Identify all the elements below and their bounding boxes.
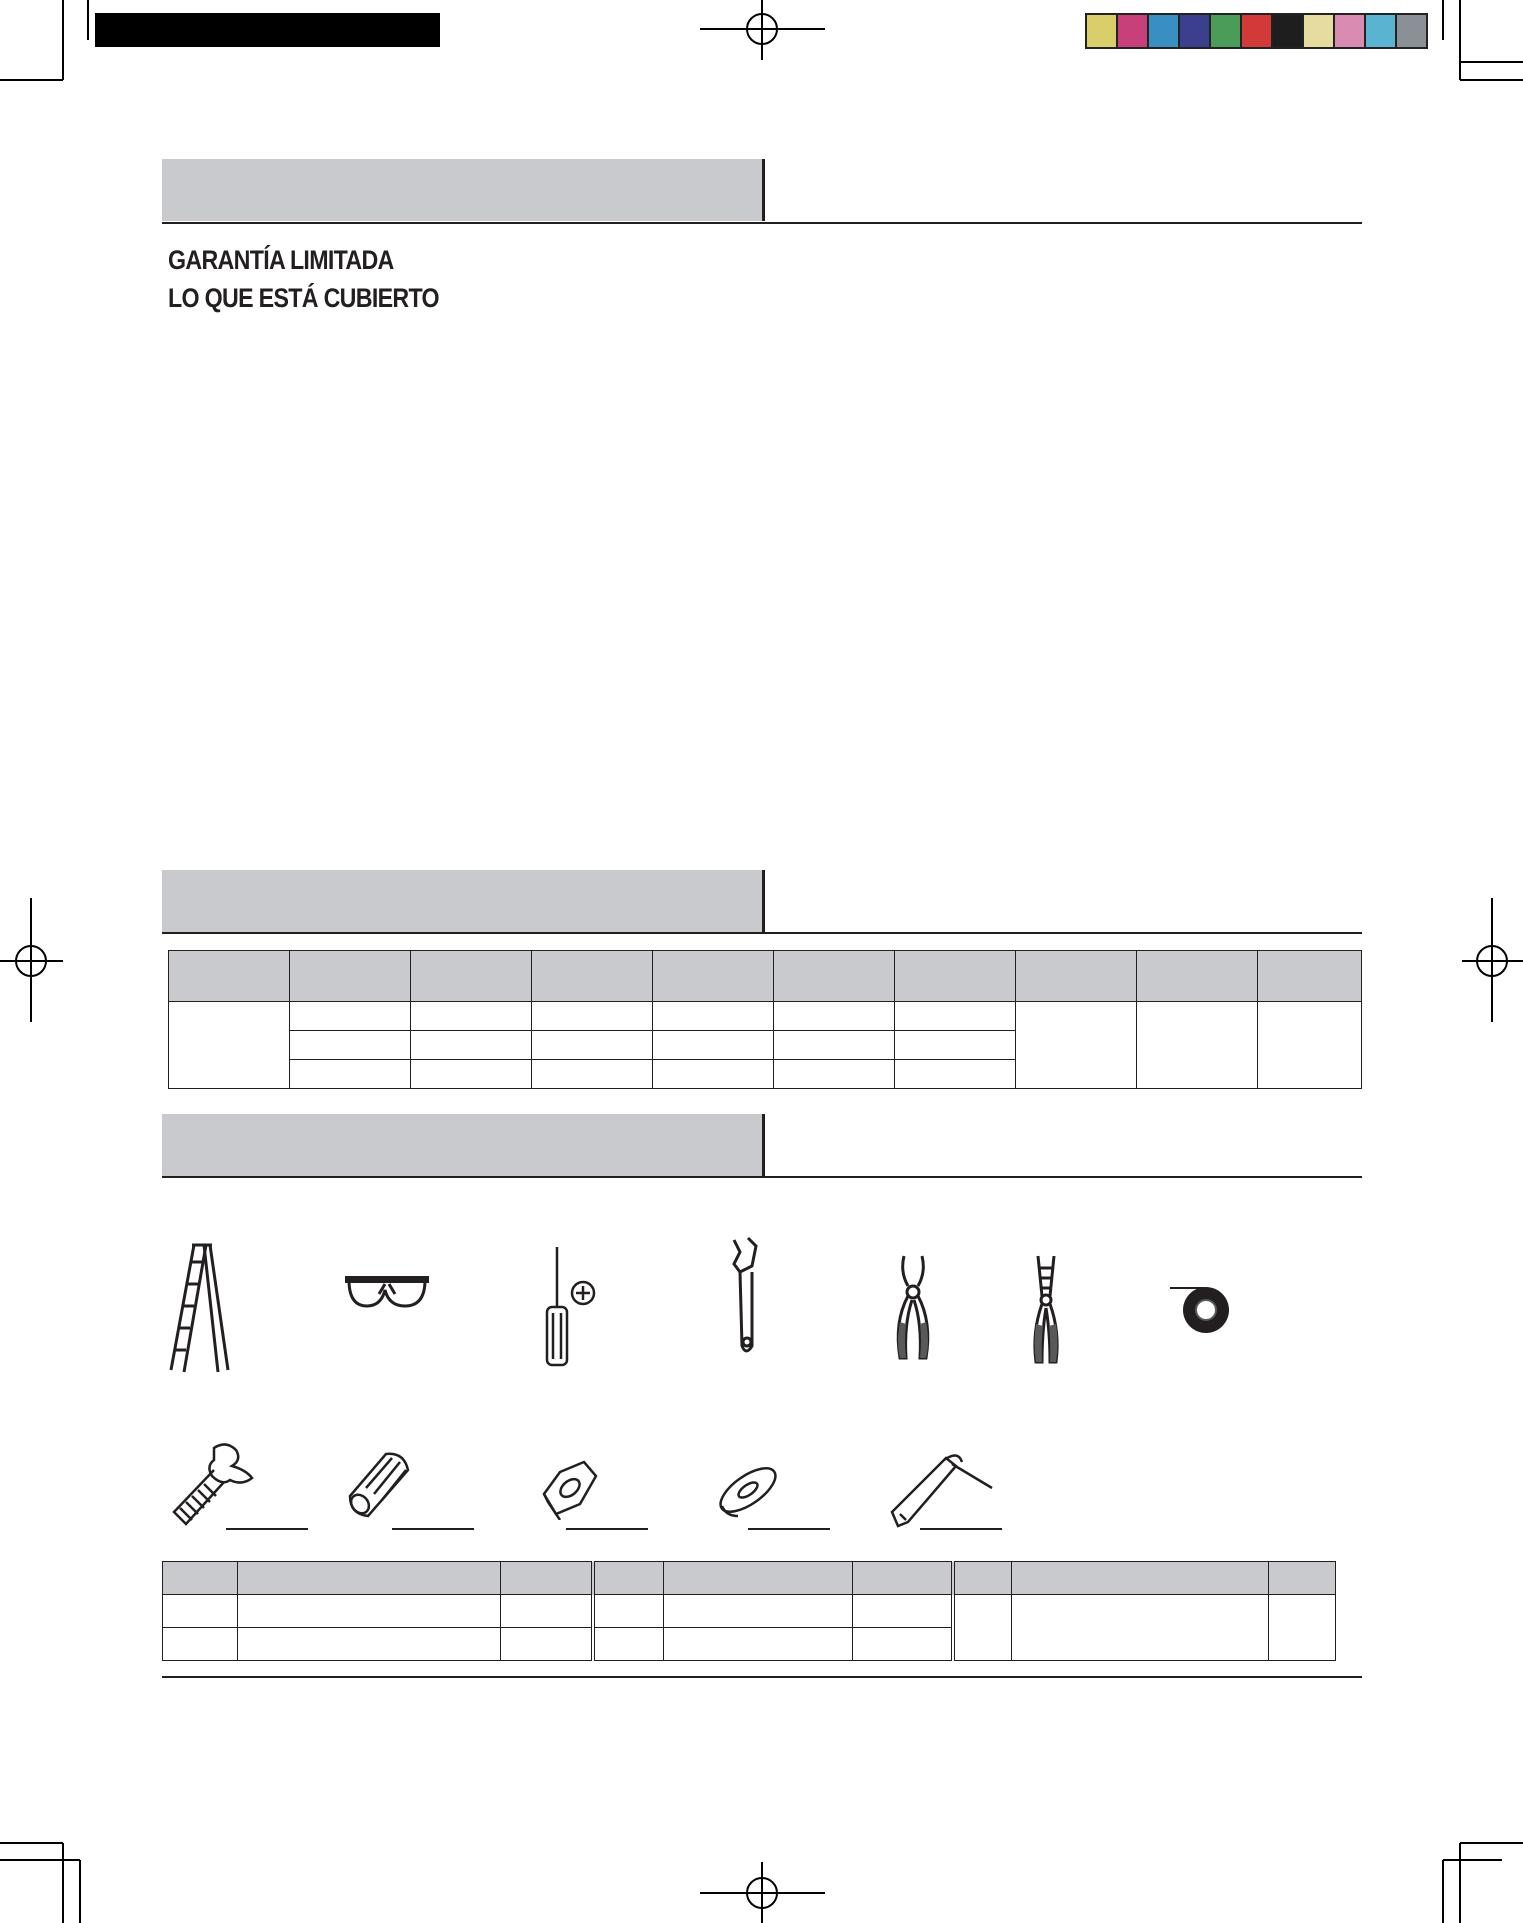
washer-icon xyxy=(716,1462,782,1524)
ladder-icon xyxy=(166,1240,236,1375)
mounting-screw-icon xyxy=(166,1440,261,1530)
tools-section-bar xyxy=(162,1114,765,1176)
cotter-pin-count-line xyxy=(920,1528,1002,1530)
washer-count-line xyxy=(748,1528,830,1530)
parts-table xyxy=(162,1561,1336,1661)
tools-section-rule xyxy=(162,1176,1362,1178)
screw-count-line xyxy=(226,1528,308,1530)
wire-strippers-icon xyxy=(1026,1252,1068,1367)
specifications-table xyxy=(168,950,1362,1089)
specifications-section-bar xyxy=(162,870,765,932)
slip-joint-pliers-icon xyxy=(890,1252,938,1364)
coverage-heading: LO QUE ESTÁ CUBIERTO xyxy=(168,283,439,313)
cotter-pin-icon xyxy=(888,1448,996,1532)
table-row xyxy=(163,1595,1336,1628)
safety-glasses-icon xyxy=(343,1270,431,1318)
table-header-row xyxy=(169,951,1362,1002)
table-header-row xyxy=(163,1562,1336,1595)
hex-nut-count-line xyxy=(566,1528,648,1530)
phillips-screwdriver-icon xyxy=(540,1245,602,1370)
wire-nut-icon xyxy=(346,1448,416,1520)
table-row xyxy=(169,1002,1362,1031)
hex-nut-icon xyxy=(540,1458,600,1520)
page-bottom-rule xyxy=(162,1676,1362,1678)
electrical-tape-icon xyxy=(1168,1282,1232,1338)
warranty-section-bar xyxy=(162,159,765,221)
specifications-section-rule xyxy=(162,932,1362,934)
adjustable-wrench-icon xyxy=(726,1236,766,1360)
warranty-section-rule xyxy=(162,222,1362,224)
warranty-heading: GARANTÍA LIMITADA xyxy=(168,245,394,275)
wire-nut-count-line xyxy=(392,1528,474,1530)
